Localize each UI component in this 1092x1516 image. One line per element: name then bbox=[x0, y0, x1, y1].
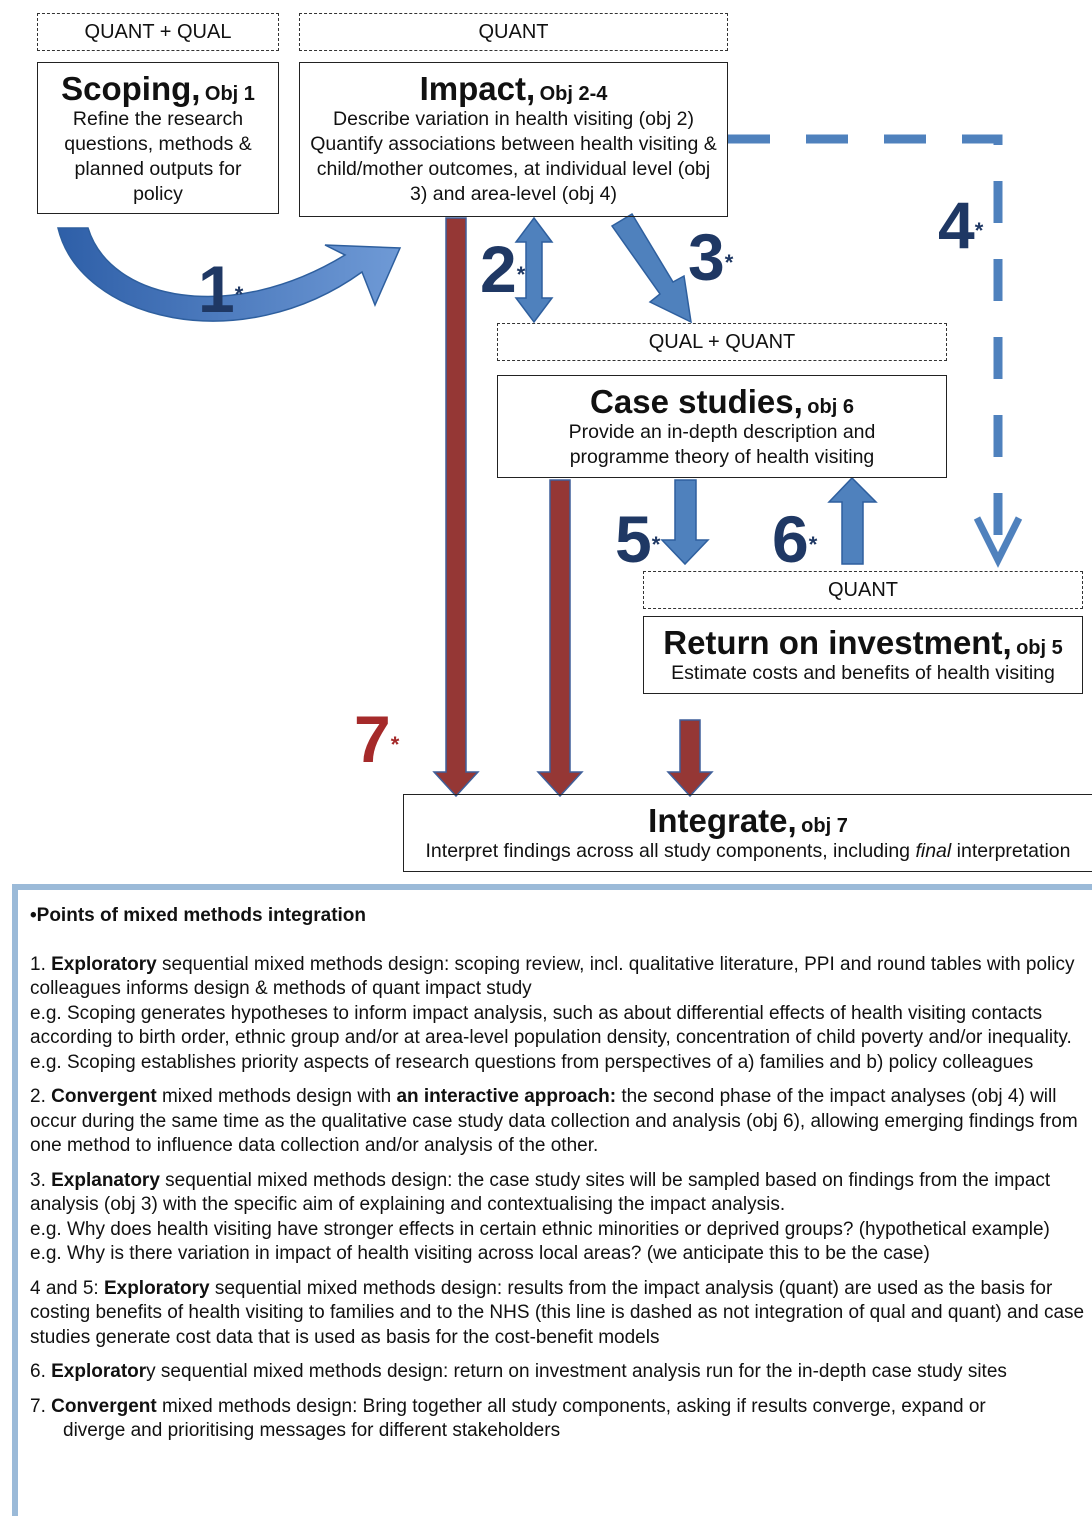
roi-description: Estimate costs and benefits of health visiting bbox=[671, 662, 1055, 684]
integration-point-4: 4* bbox=[938, 188, 984, 262]
integration-point-5: 5* bbox=[615, 502, 661, 576]
roi-obj: obj 5 bbox=[1016, 637, 1063, 659]
point-7-text: 7. Convergent mixed methods design: Bring together all study components, asking if results converge, expand or diverge and prioritising messages for different stakeholders bbox=[30, 1395, 986, 1441]
integrate-box bbox=[403, 794, 1092, 872]
roi-method-label: QUANT bbox=[643, 571, 1083, 609]
integration-point-6: 6* bbox=[772, 502, 818, 576]
integration-point-2: 2* bbox=[480, 232, 526, 306]
scoping-box bbox=[37, 62, 279, 214]
arrow-5-down bbox=[662, 480, 708, 564]
impact-description-2: Quantify associations between health visiting & child/mother outcomes, at individual level (obj 3) and area-level (obj 4) bbox=[310, 133, 717, 205]
scoping-description: Refine the research questions, methods & planned outputs for policy bbox=[64, 108, 252, 205]
impact-method-label: QUANT bbox=[299, 13, 728, 51]
panel-heading: •Points of mixed methods integration bbox=[30, 905, 367, 926]
case-studies-description: Provide an in-depth description and programme theory of health visiting bbox=[568, 421, 876, 468]
case-studies-title: Case studies, bbox=[590, 383, 803, 420]
roi-box bbox=[643, 616, 1083, 694]
impact-box bbox=[299, 62, 728, 217]
case-studies-obj: obj 6 bbox=[807, 396, 854, 418]
scoping-method-label: QUANT + QUAL bbox=[37, 13, 279, 51]
scoping-title: Scoping, bbox=[61, 70, 201, 107]
integrate-obj: obj 7 bbox=[801, 815, 848, 837]
case-method-label: QUAL + QUANT bbox=[497, 323, 947, 361]
integration-points-panel bbox=[12, 884, 1092, 1516]
impact-title: Impact, bbox=[419, 70, 536, 107]
arrow-7-from-impact bbox=[434, 218, 478, 796]
point-2-text: 2. Convergent mixed methods design with an interactive approach: the second phase of the impact analyses (obj 4) will occur during the same time as the qualitative case study data collection and analysis (obj 6), allowing emerging findings from one method to influence data collection and/or analysis of the other. bbox=[30, 1086, 1078, 1156]
point-6-text: 6. Exploratory sequential mixed methods design: return on investment analysis run for the in-depth case study sites bbox=[30, 1361, 1007, 1382]
case-studies-box bbox=[497, 375, 947, 478]
integrate-description: Interpret findings across all study components, including final interpretation bbox=[425, 840, 1071, 862]
integration-point-7: 7* bbox=[354, 702, 400, 776]
arrow-6-up bbox=[829, 478, 876, 564]
arrow-7-from-roi bbox=[668, 720, 712, 796]
arrow-7-from-case-studies bbox=[538, 480, 582, 796]
point-3-text: 3. Explanatory sequential mixed methods design: the case study sites will be sampled based on findings from the impact analysis (obj 3) with the specific aim of explaining and contextualising the impact analysis. e.g. Why does health visiting have stronger effects in certain ethnic minorities or deprived groups? (hypothetical example) e.g. Why is there variation in impact of health visiting across local areas? (we anticipate this to be the case) bbox=[30, 1169, 1051, 1264]
integrate-title: Integrate, bbox=[648, 802, 797, 839]
arrow-3-diagonal bbox=[612, 214, 691, 322]
integration-point-3: 3* bbox=[688, 220, 734, 294]
impact-obj: Obj 2-4 bbox=[539, 83, 608, 105]
impact-description-1: Describe variation in health visiting (obj 2) bbox=[333, 108, 694, 130]
roi-title: Return on investment, bbox=[663, 624, 1012, 661]
point-1-text: 1. Exploratory sequential mixed methods design: scoping review, incl. qualitative literature, PPI and round tables with policy colleagues informs design & methods of quant impact study e.g. Scoping generates hypotheses to inform impact analysis, such as about differential effects of health visiting contacts according to birth order, ethnic group and/or at area-level population density, concentration of child poverty and/or inequality. e.g. Scoping establishes priority aspects of research questions from perspectives of a) families and b) policy colleagues bbox=[30, 953, 1075, 1073]
point-4-5-text: 4 and 5: Exploratory sequential mixed methods design: results from the impact analysis (quant) are used as the basis for costing benefits of health visiting to families and to the NHS (this line is dashed as not integration of qual and quant) and case studies generate cost data that is used as basis for the cost-benefit models bbox=[30, 1277, 1085, 1348]
scoping-obj: Obj 1 bbox=[204, 83, 255, 105]
integration-point-1: 1* bbox=[198, 252, 244, 326]
